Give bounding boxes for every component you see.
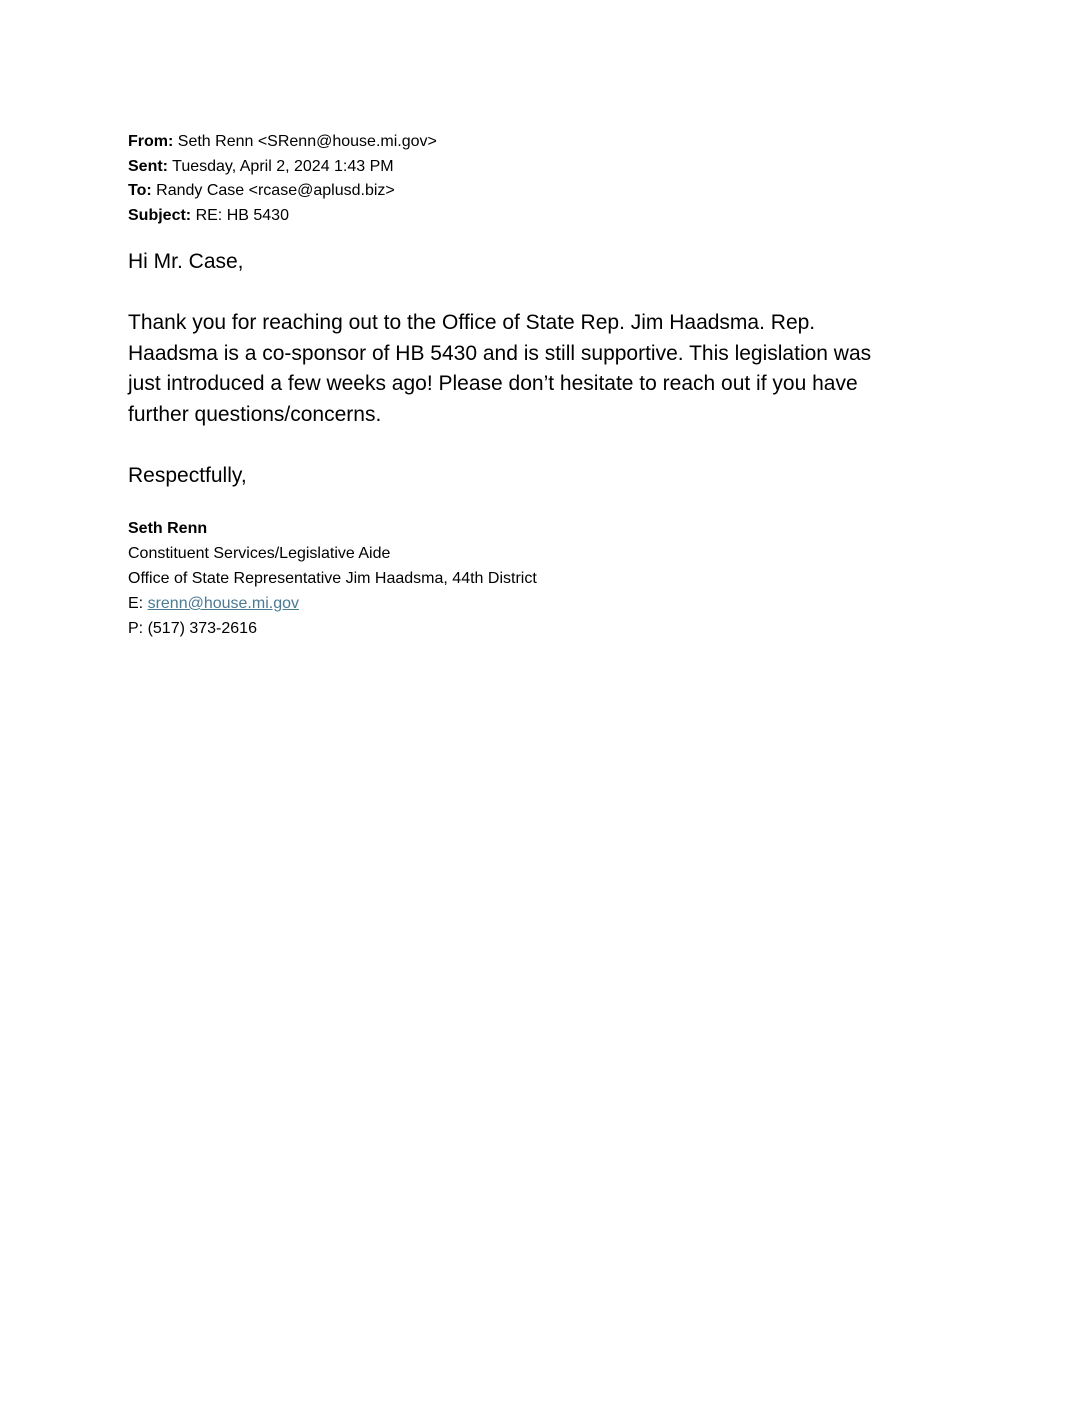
signature-office: Office of State Representative Jim Haadsma, 44th District — [128, 570, 537, 587]
email-prefix: E: — [128, 595, 148, 612]
subject-row — [128, 204, 948, 229]
signature-email-row — [128, 591, 948, 616]
signature-title: Constituent Services/Legislative Aide — [128, 545, 391, 562]
body-line: Thank you for reaching out to the Office of State Rep. Jim Haadsma. Rep. — [128, 311, 816, 334]
greeting: Hi Mr. Case, — [128, 250, 244, 273]
signature-block — [128, 516, 948, 641]
sent-value: Tuesday, April 2, 2024 1:43 PM — [172, 157, 394, 175]
subject-label: Subject: — [128, 206, 192, 224]
body-line: further questions/concerns. — [128, 402, 382, 426]
email-header — [128, 130, 948, 228]
to-row — [128, 179, 948, 204]
sent-row — [128, 155, 948, 180]
body-line: just introduced a few weeks ago! Please don’t hesitate to reach out if you have — [128, 372, 858, 395]
from-label: From: — [128, 133, 174, 150]
sent-label: Sent: — [128, 157, 168, 175]
email-link[interactable]: srenn@house.mi.gov — [147, 595, 299, 612]
signature-phone: P: (517) 373-2616 — [128, 620, 257, 637]
to-label: To: — [128, 182, 152, 199]
subject-value: RE: HB 5430 — [195, 206, 289, 224]
body-line: Haadsma is a co-sponsor of HB 5430 and is still supportive. This legislation was — [128, 341, 872, 365]
from-value: Seth Renn <SRenn@house.mi.gov> — [177, 133, 437, 150]
signature-name: Seth Renn — [128, 520, 208, 537]
from-row — [128, 130, 948, 155]
email-body — [128, 308, 958, 430]
to-value: Randy Case <rcase@aplusd.biz> — [156, 182, 395, 199]
closing: Respectfully, — [128, 464, 247, 487]
